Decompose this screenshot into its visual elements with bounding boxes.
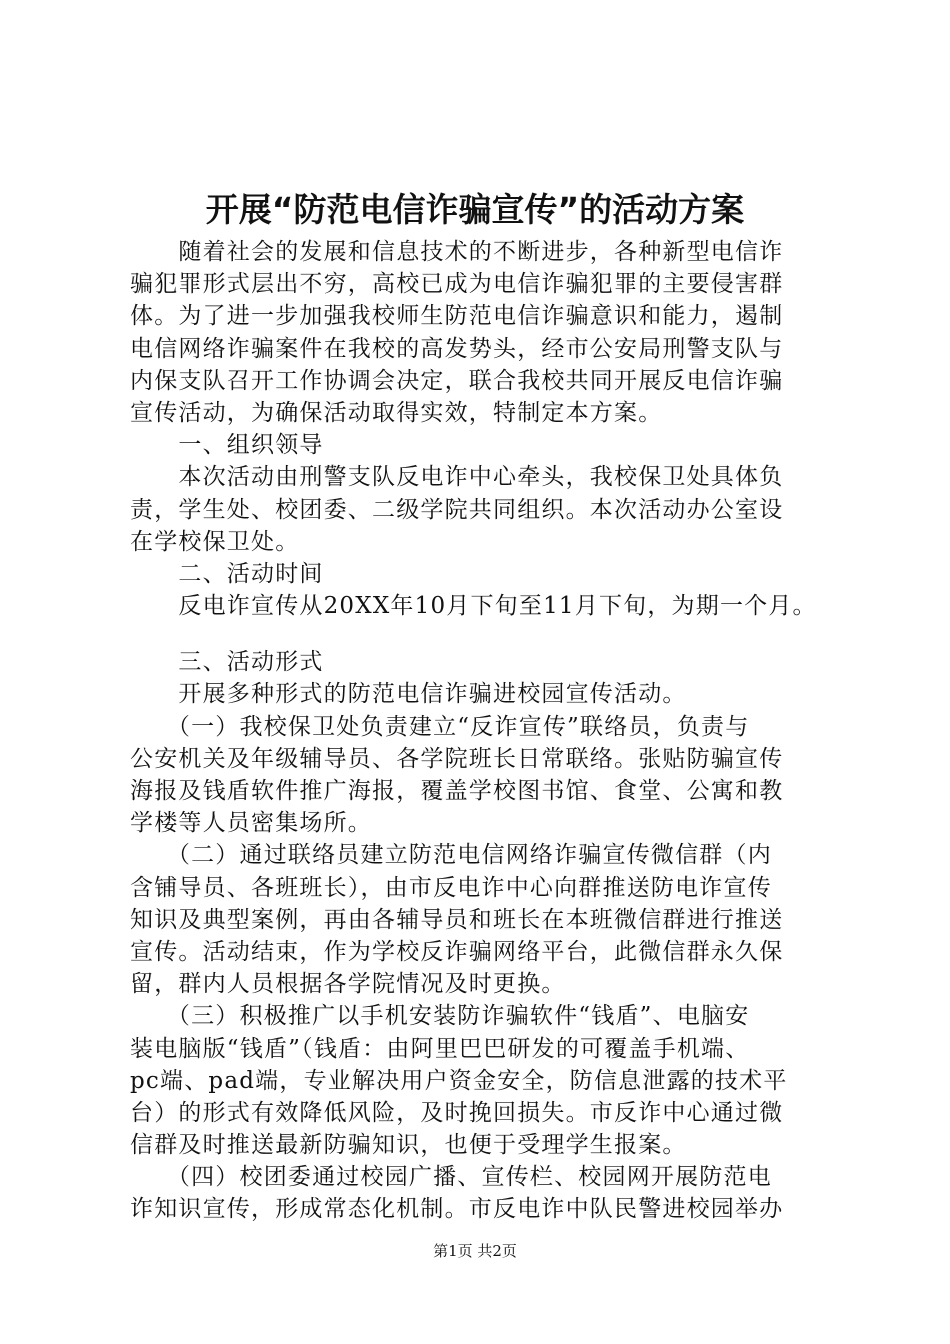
- text-line: 内保支队召开工作协调会决定，联合我校共同开展反电信诈骗: [130, 367, 784, 394]
- text-line: 公安机关及年级辅导员、各学院班长日常联络。张贴防骗宣传: [130, 745, 784, 772]
- text-line: [130, 622, 830, 646]
- text-line: 在学校保卫处。: [130, 528, 300, 555]
- text-line: 海报及钱盾软件推广海报，覆盖学校图书馆、食堂、公寓和教: [130, 778, 784, 804]
- text-line: 随着社会的发展和信息技术的不断进步，各种新型电信诈: [130, 239, 784, 265]
- text-line: 开展多种形式的防范电信诈骗进校园宣传活动。: [130, 681, 687, 708]
- text-line: 电信网络诈骗案件在我校的高发势头，经市公安局刑警支队与: [130, 335, 784, 362]
- text-line: （四）校团委通过校园广播、宣传栏、校园网开展防范电: [130, 1164, 772, 1191]
- text-line: 责，学生处、校团委、二级学院共同组织。本次活动办公室设: [130, 496, 784, 523]
- text-line: 一、组织领导: [130, 432, 324, 459]
- text-line: 体。为了进一步加强我校师生防范电信诈骗意识和能力，遏制: [130, 303, 784, 330]
- text-line: 装电脑版“钱盾”（钱盾：由阿里巴巴研发的可覆盖手机端、: [130, 1035, 750, 1062]
- text-line: （三）积极推广以手机安装防诈骗软件“钱盾”、电脑安: [130, 1003, 750, 1030]
- page-footer: 第1页 共2页: [433, 1242, 517, 1260]
- text-line: 宣传。活动结束，作为学校反诈骗网络平台，此微信群永久保: [130, 938, 784, 965]
- text-line: 留，群内人员根据各学院情况及时更换。: [130, 971, 566, 998]
- text-line: pc端、pad端，专业解决用户资金安全，防信息泄露的技术平: [130, 1067, 788, 1094]
- text-line: 信群及时推送最新防骗知识，也便于受理学生报案。: [130, 1132, 687, 1159]
- text-line: 三、活动形式: [130, 649, 324, 676]
- text-line: 反电诈宣传从20XX年10月下旬至11月下旬，为期一个月。: [130, 593, 817, 620]
- document-title: 开展“防范电信诈骗宣传”的活动方案: [205, 190, 745, 229]
- text-line: 二、活动时间: [130, 560, 324, 587]
- text-line: 台）的形式有效降低风险，及时挽回损失。市反诈中心通过微: [130, 1099, 784, 1126]
- text-line: 诈知识宣传，形成常态化机制。市反电诈中队民警进校园举办: [130, 1196, 784, 1223]
- text-line: 宣传活动，为确保活动取得实效，特制定本方案。: [130, 399, 663, 426]
- text-line: 知识及典型案例，再由各辅导员和班长在本班微信群进行推送: [130, 906, 784, 933]
- text-line: 学楼等人员密集场所。: [130, 810, 372, 837]
- text-line: （二）通过联络员建立防范电信网络诈骗宣传微信群（内: [130, 842, 772, 869]
- text-line: （一）我校保卫处负责建立“反诈宣传”联络员，负责与: [130, 713, 750, 740]
- text-line: 本次活动由刑警支队反电诈中心牵头，我校保卫处具体负: [130, 464, 784, 491]
- document-body: [130, 236, 830, 1226]
- text-line: 骗犯罪形式层出不穷，高校已成为电信诈骗犯罪的主要侵害群: [130, 271, 784, 298]
- text-line: 含铺导员、各班班长），由市反电诈中心向群推送防电诈宣传: [130, 874, 772, 901]
